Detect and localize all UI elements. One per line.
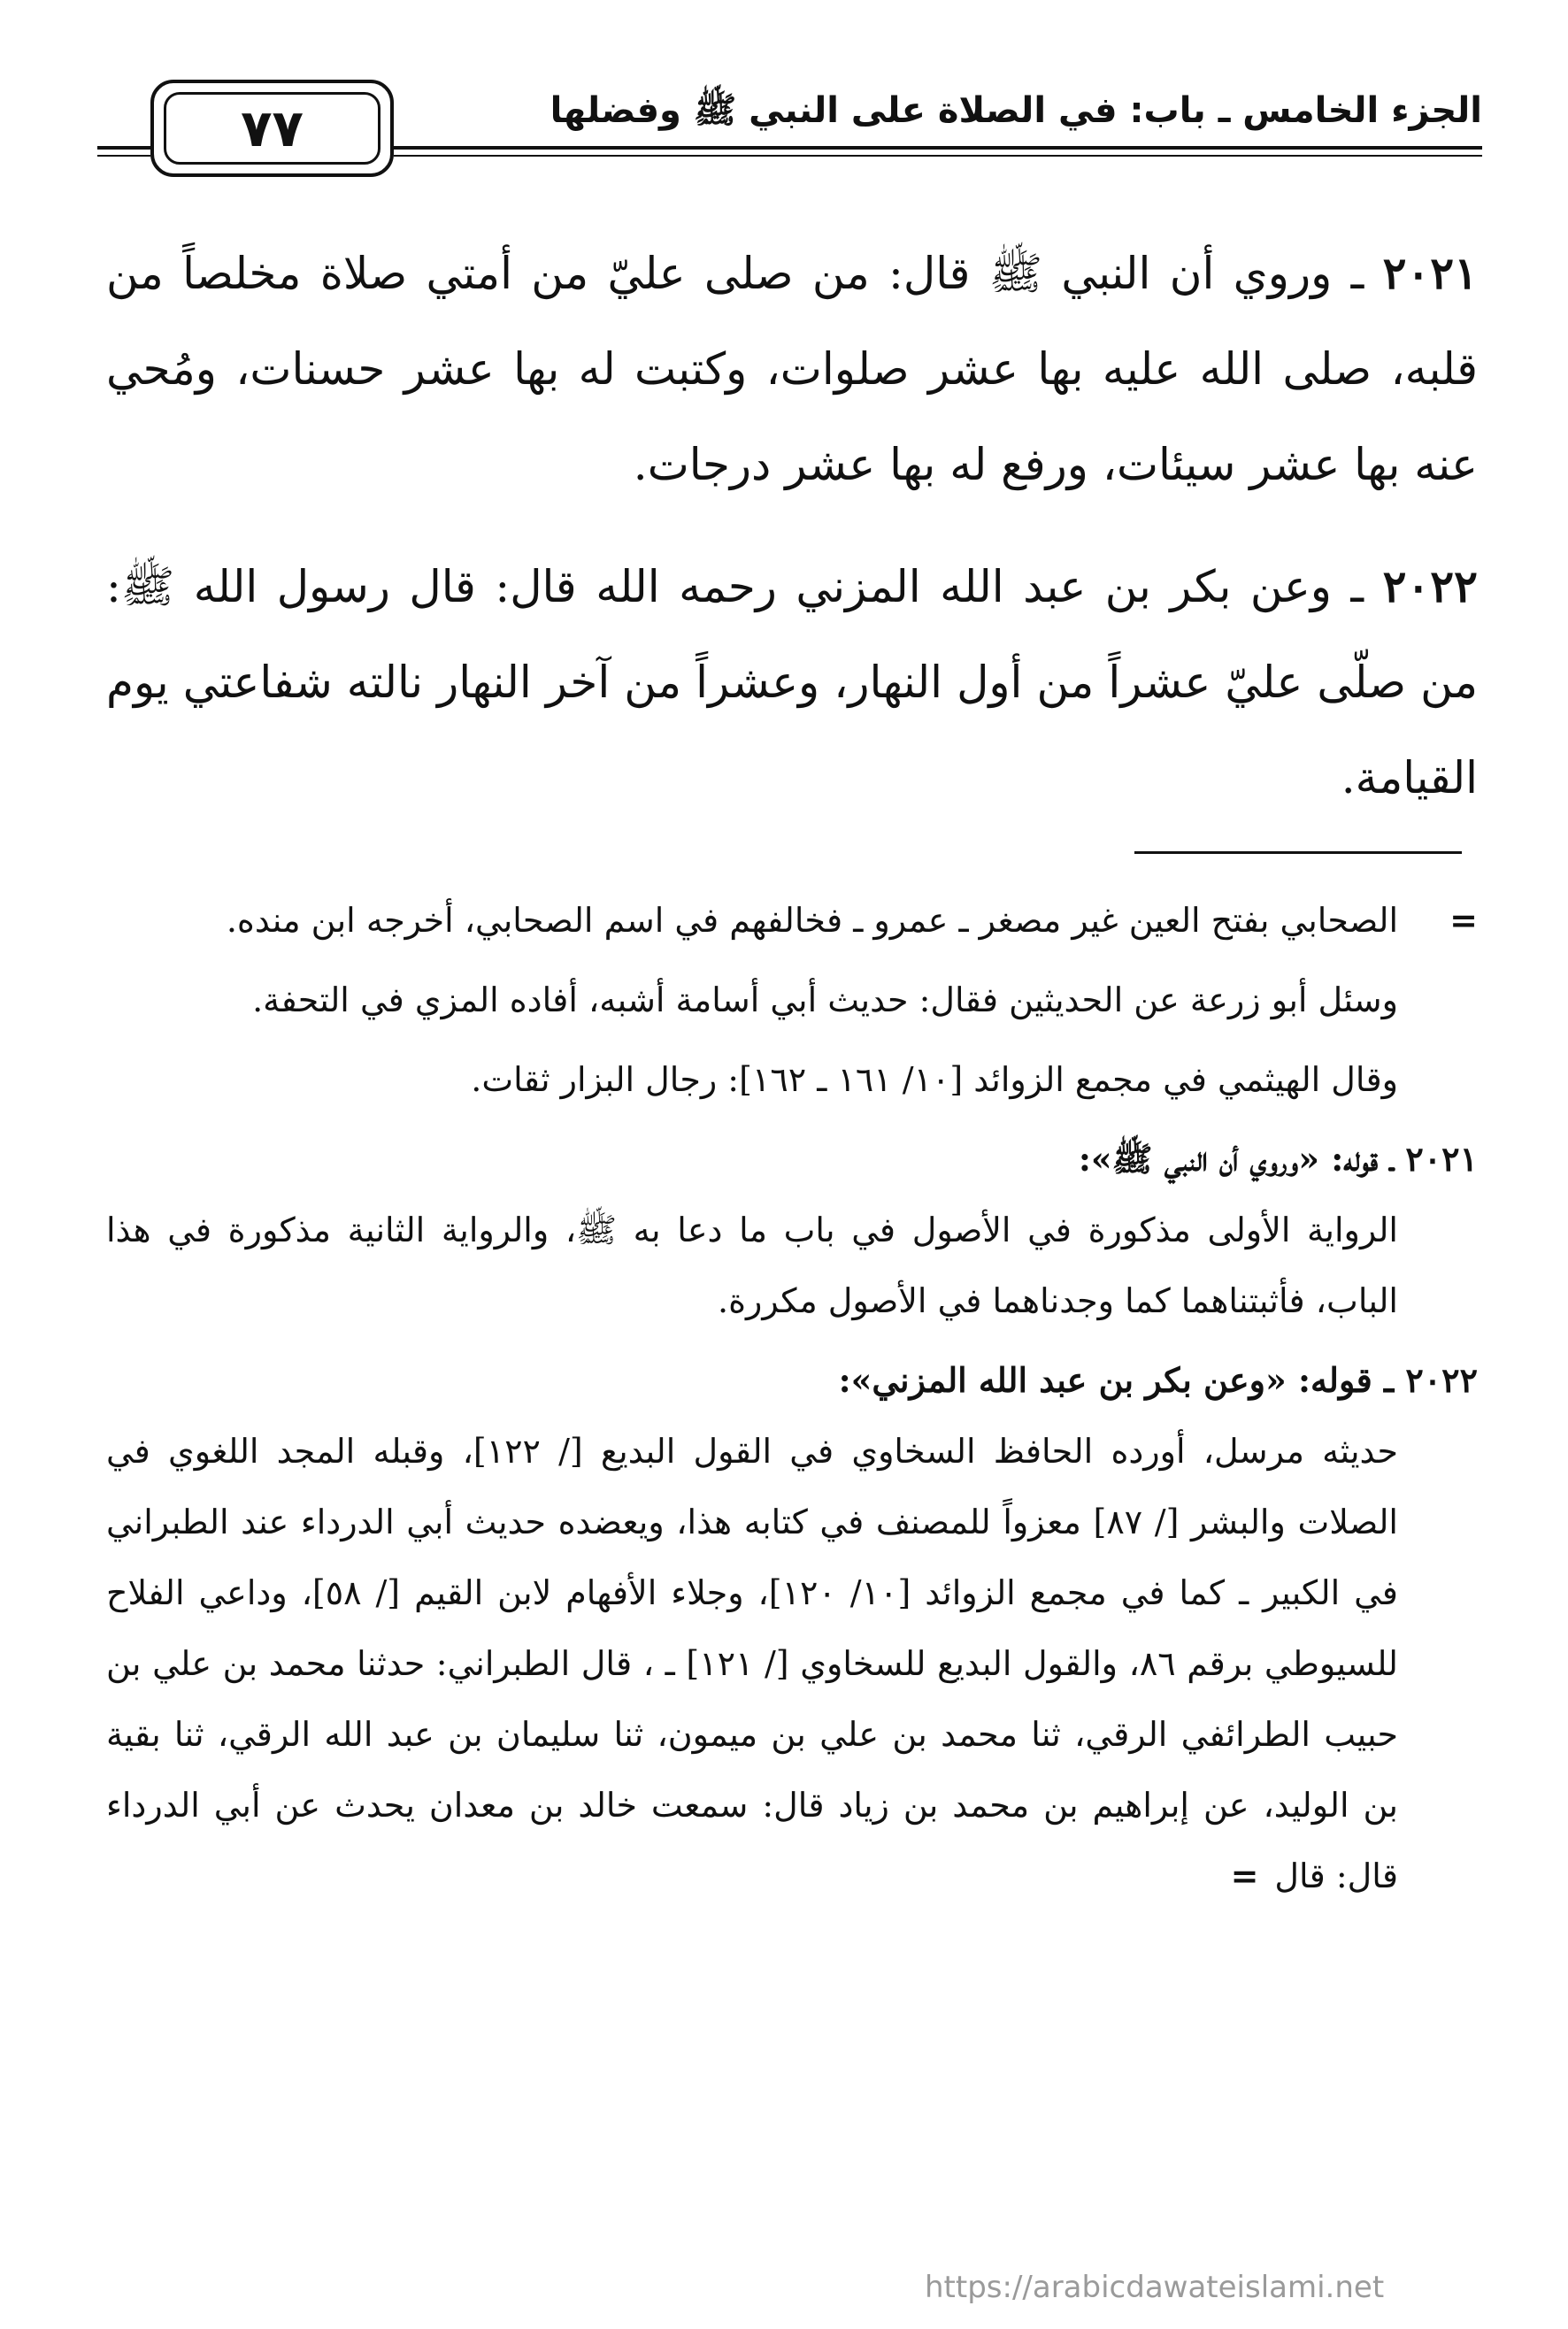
- footnote-paragraph: وقال الهيثمي في مجمع الزوائد [١٠/ ١٦١ ـ ١٦٢]: رجال البزار ثقات.: [471, 1060, 1398, 1099]
- hadith-text: ـ وروي أن النبي ﷺ قال: من صلى عليّ من أمتي صلاة مخلصاً من قلبه، صلى الله عليه بها عشر صلوات، وكتبت له بها عشر حسنات، ومُحي عنه بها عشر سيئات، ورفع له بها عشر درجات.: [106, 248, 1478, 490]
- hadith-number: ٢٠٢٢: [1382, 560, 1478, 612]
- continuation-mark: =: [1449, 900, 1478, 940]
- footnote-text-2022: [106, 1416, 1478, 1911]
- page-number-frame: [150, 80, 394, 177]
- watermark-url: https://arabicdawateislami.net: [925, 2270, 1385, 2305]
- main-text: [106, 226, 1478, 852]
- header-rule-left: [97, 146, 150, 150]
- hadith-text: ـ وعن بكر بن عبد الله المزني رحمه الله قال: قال رسول الله ﷺ: من صلّى عليّ عشراً من أول النهار، وعشراً من آخر النهار نالته شفاعتي يوم القيامة.: [106, 561, 1479, 803]
- footnote-paragraph: الصحابي بفتح العين غير مصغر ـ عمرو ـ فخالفهم في اسم الصحابي، أخرجه ابن منده.: [226, 901, 1398, 940]
- footnote-paragraph: وسئل أبو زرعة عن الحديثين فقال: حديث أبي أسامة أشبه، أفاده المزي في التحفة.: [252, 980, 1398, 1019]
- header-rule-right-thin: [394, 155, 1482, 157]
- footnotes: [106, 885, 1478, 1911]
- hadith-2022: [106, 539, 1478, 826]
- footnote-text-2021: الرواية الأولى مذكورة في الأصول في باب ما دعا به ﷺ، والرواية الثانية مذكورة في هذا الباب، فأثبتناهما كما وجدناهما في الأصول مكررة.: [106, 1211, 1398, 1320]
- footnote-heading-2022: ٢٠٢٢ ـ قوله: «وعن بكر بن عبد الله المزني»:: [838, 1360, 1478, 1400]
- header-rule-right: [394, 146, 1482, 150]
- footnote-continuation: [106, 885, 1478, 956]
- running-title: الجزء الخامس ـ باب: في الصلاة على النبي ﷺ وفضلها: [550, 90, 1482, 131]
- hadith-number: ٢٠٢١: [1382, 247, 1478, 299]
- footnote-paragraph: حديثه مرسل، أورده الحافظ السخاوي في القول البديع [/ ١٢٢]، وقبله المجد اللغوي في الصلات والبشر [/ ٨٧] معزواً للمصنف في كتابه هذا، ويعضده حديث أبي الدرداء عند الطبراني في الكبير ـ كما في مجمع الزوائد [١٠/ ١٢٠]، وجلاء الأفهام لابن القيم [/ ٥٨]، وداعي الفلاح للسيوطي برقم ٨٦، والقول البديع للسخاوي [/ ١٢١] ـ ، قال الطبراني: حدثنا محمد بن علي بن حبيب الطرائفي الرقي، ثنا محمد بن علي بن ميمون، ثنا سليمان بن عبد الله الرقي، ثنا بقية بن الوليد، عن إبراهيم بن محمد بن زياد قال: سمعت خالد بن معدان يحدث عن أبي الدرداء قال: قال: [106, 1432, 1398, 1895]
- header-rule-left-thin: [97, 155, 150, 157]
- footnote-separator: [1134, 851, 1462, 854]
- footnote-heading-2021: ٢٠٢١ ـ قوله: «وروي أن النبي ﷺ»:: [1078, 1139, 1478, 1179]
- page-number: ٧٧: [164, 92, 380, 165]
- continuation-end-mark: =: [1230, 1856, 1259, 1895]
- hadith-2021: [106, 226, 1478, 512]
- page-header: [97, 62, 1482, 186]
